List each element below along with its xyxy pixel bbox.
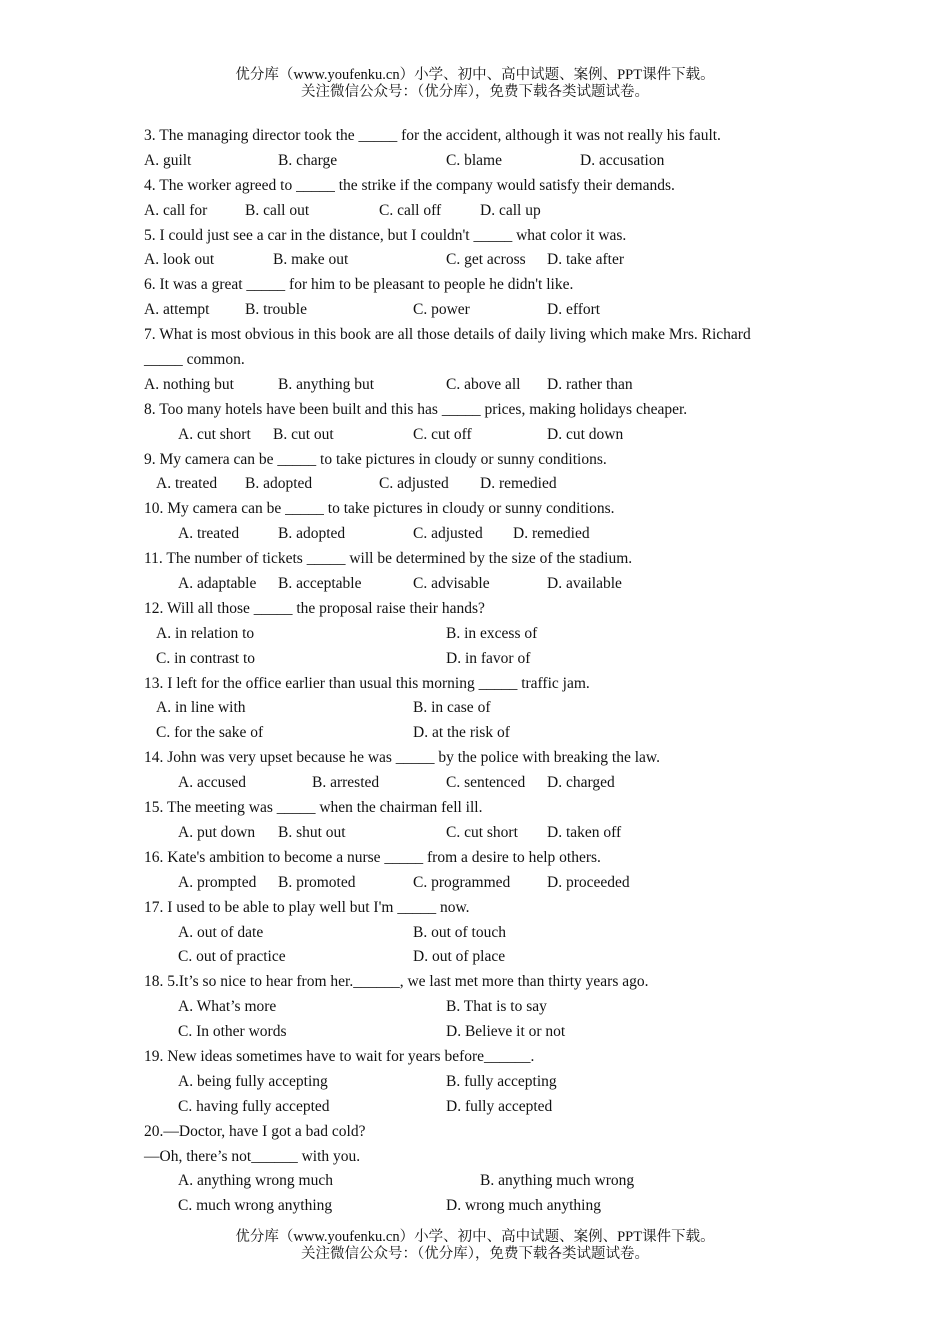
question-15-option-a: A. put down: [178, 823, 256, 841]
question-20-options-row: [144, 1169, 824, 1194]
question-8-option-a: A. cut short: [178, 425, 251, 443]
question-14-options-row: [144, 771, 824, 796]
question-19-option-c: C. having fully accepted: [178, 1097, 330, 1115]
question-8-option-b: B. cut out: [273, 425, 334, 443]
question-17-option-a: A. out of date: [178, 923, 264, 941]
question-18-option-a: A. What’s more: [178, 998, 277, 1016]
question-16-option-b: B. promoted: [278, 873, 356, 891]
question-9-option-b: B. adopted: [245, 475, 313, 493]
question-9-option-a: A. treated: [156, 475, 218, 493]
question-12-option-c: C. in contrast to: [156, 649, 256, 667]
question-13-options-row: [144, 721, 824, 746]
question-20-option-c: C. much wrong anything: [178, 1197, 333, 1215]
question-13-stem: 13. I left for the office earlier than usual this morning _____ traffic jam.: [144, 674, 590, 692]
footer-line-1: 优分库（www.youfenku.cn）小学、初中、高中试题、案例、PPT课件下载。: [235, 1229, 715, 1245]
question-16-options-row: [144, 871, 824, 896]
question-19-option-a: A. being fully accepting: [178, 1072, 328, 1090]
page-footer: [0, 1229, 950, 1263]
question-7-option-c: C. above all: [446, 375, 521, 393]
question-10-option-b: B. adopted: [278, 525, 346, 543]
question-13-options-row: [144, 696, 824, 721]
question-3-option-d: D. accusation: [580, 151, 665, 169]
question-16-option-c: C. programmed: [413, 873, 511, 891]
question-4-stem: 4. The worker agreed to _____ the strike if the company would satisfy their demands.: [144, 176, 675, 194]
question-12-stem: 12. Will all those _____ the proposal raise their hands?: [144, 599, 485, 617]
question-3-option-b: B. charge: [278, 151, 338, 169]
question-10-option-d: D. remedied: [513, 525, 590, 543]
question-4-option-c: C. call off: [379, 201, 442, 219]
question-8-stem: 8. Too many hotels have been built and this has _____ prices, making holidays cheaper.: [144, 400, 688, 418]
question-7-stem: 7. What is most obvious in this book are all those details of daily living which make Mrs. Richard: [144, 326, 751, 344]
question-11-option-d: D. available: [547, 575, 622, 593]
question-18-option-b: B. That is to say: [446, 998, 547, 1016]
question-4-option-b: B. call out: [245, 201, 310, 219]
question-9-options-row: [144, 472, 824, 497]
question-19-options-row: [144, 1095, 824, 1120]
footer-line-2: 关注微信公众号：（优分库），免费下载各类试题试卷。: [301, 1246, 649, 1262]
question-16-stem: 16. Kate's ambition to become a nurse _____ from a desire to help others.: [144, 848, 601, 866]
question-8-option-d: D. cut down: [547, 425, 624, 443]
question-4-option-d: D. call up: [480, 201, 541, 219]
question-7-stem-continued: _____ common.: [144, 351, 245, 369]
question-20-option-b: B. anything much wrong: [480, 1172, 635, 1190]
question-6-option-a: A. attempt: [144, 301, 210, 319]
question-9-stem: 9. My camera can be _____ to take pictures in cloudy or sunny conditions.: [144, 450, 607, 468]
question-14-option-d: D. charged: [547, 774, 615, 792]
question-12-option-d: D. in favor of: [446, 649, 531, 667]
question-10-options-row: [144, 522, 824, 547]
question-10-stem: 10. My camera can be _____ to take pictures in cloudy or sunny conditions.: [144, 500, 615, 518]
question-18-option-c: C. In other words: [178, 1023, 287, 1041]
question-14-option-b: B. arrested: [312, 774, 380, 792]
question-18-option-d: D. Believe it or not: [446, 1023, 566, 1041]
question-20-stem-continued: —Oh, there’s not______ with you.: [144, 1147, 361, 1165]
question-7-option-d: D. rather than: [547, 375, 633, 393]
question-6-option-d: D. effort: [547, 301, 601, 319]
question-19-stem: 19. New ideas sometimes have to wait for years before______.: [144, 1047, 535, 1065]
question-5-options-row: [144, 248, 824, 273]
page-header: [0, 67, 950, 101]
question-11-option-c: C. advisable: [413, 575, 490, 593]
question-3-options-row: [144, 149, 824, 174]
question-8-options-row: [144, 423, 824, 448]
question-12-option-a: A. in relation to: [156, 624, 255, 642]
question-20-option-d: D. wrong much anything: [446, 1197, 601, 1215]
question-20-options-row: [144, 1194, 824, 1219]
question-17-option-b: B. out of touch: [413, 923, 506, 941]
question-5-stem: 5. I could just see a car in the distance, but I couldn't _____ what color it was.: [144, 226, 627, 244]
question-7-option-a: A. nothing but: [144, 375, 234, 393]
question-17-options-row: [144, 921, 824, 946]
question-20-option-a: A. anything wrong much: [178, 1172, 333, 1190]
question-18-stem: 18. 5.It’s so nice to hear from her.______, we last met more than thirty years ago.: [144, 973, 649, 991]
question-12-options-row: [144, 647, 824, 672]
question-15-option-c: C. cut short: [446, 823, 518, 841]
question-15-options-row: [144, 821, 824, 846]
question-5-option-c: C. get across: [446, 251, 526, 269]
question-13-option-a: A. in line with: [156, 699, 246, 717]
question-14-option-a: A. accused: [178, 774, 246, 792]
question-9-option-d: D. remedied: [480, 475, 557, 493]
question-7-option-b: B. anything but: [278, 375, 375, 393]
question-13-option-c: C. for the sake of: [156, 724, 264, 742]
question-6-stem: 6. It was a great _____ for him to be pleasant to people he didn't like.: [144, 276, 574, 294]
question-9-option-c: C. adjusted: [379, 475, 449, 493]
question-18-options-row: [144, 995, 824, 1020]
question-13-option-b: B. in case of: [413, 699, 491, 717]
question-5-option-a: A. look out: [144, 251, 215, 269]
question-16-option-d: D. proceeded: [547, 873, 630, 891]
question-17-options-row: [144, 945, 824, 970]
question-17-option-d: D. out of place: [413, 948, 506, 966]
question-20-stem: 20.—Doctor, have I got a bad cold?: [144, 1122, 366, 1140]
question-16-option-a: A. prompted: [178, 873, 257, 891]
question-14-option-c: C. sentenced: [446, 774, 526, 792]
question-15-option-d: D. taken off: [547, 823, 622, 841]
question-15-option-b: B. shut out: [278, 823, 346, 841]
question-11-option-b: B. acceptable: [278, 575, 362, 593]
question-14-stem: 14. John was very upset because he was _____ by the police with breaking the law.: [144, 749, 660, 767]
question-4-option-a: A. call for: [144, 201, 208, 219]
question-19-option-d: D. fully accepted: [446, 1097, 553, 1115]
header-line-2: 关注微信公众号：（优分库），免费下载各类试题试卷。: [301, 84, 649, 100]
question-3-stem: 3. The managing director took the _____ for the accident, although it was not really his fault.: [144, 127, 721, 144]
question-7-options-row: [144, 373, 824, 398]
question-5-option-d: D. take after: [547, 251, 625, 269]
question-6-option-b: B. trouble: [245, 301, 307, 319]
question-11-option-a: A. adaptable: [178, 575, 257, 593]
question-list: [144, 124, 824, 1219]
header-line-1: 优分库（www.youfenku.cn）小学、初中、高中试题、案例、PPT课件下载。: [235, 67, 715, 83]
question-13-option-d: D. at the risk of: [413, 724, 510, 742]
question-19-options-row: [144, 1070, 824, 1095]
question-6-options-row: [144, 298, 824, 323]
question-4-options-row: [144, 199, 824, 224]
question-10-option-a: A. treated: [178, 525, 240, 543]
question-19-option-b: B. fully accepting: [446, 1072, 557, 1090]
question-3-option-a: A. guilt: [144, 151, 192, 169]
question-17-option-c: C. out of practice: [178, 948, 286, 966]
question-10-option-c: C. adjusted: [413, 525, 483, 543]
question-12-options-row: [144, 622, 824, 647]
question-12-option-b: B. in excess of: [446, 624, 538, 642]
question-17-stem: 17. I used to be able to play well but I'm _____ now.: [144, 898, 470, 916]
question-6-option-c: C. power: [413, 301, 470, 319]
question-15-stem: 15. The meeting was _____ when the chairman fell ill.: [144, 799, 483, 817]
question-18-options-row: [144, 1020, 824, 1045]
question-11-options-row: [144, 572, 824, 597]
question-3-option-c: C. blame: [446, 151, 502, 169]
question-11-stem: 11. The number of tickets _____ will be determined by the size of the stadium.: [144, 550, 633, 568]
question-5-option-b: B. make out: [273, 251, 349, 269]
question-8-option-c: C. cut off: [413, 425, 472, 443]
